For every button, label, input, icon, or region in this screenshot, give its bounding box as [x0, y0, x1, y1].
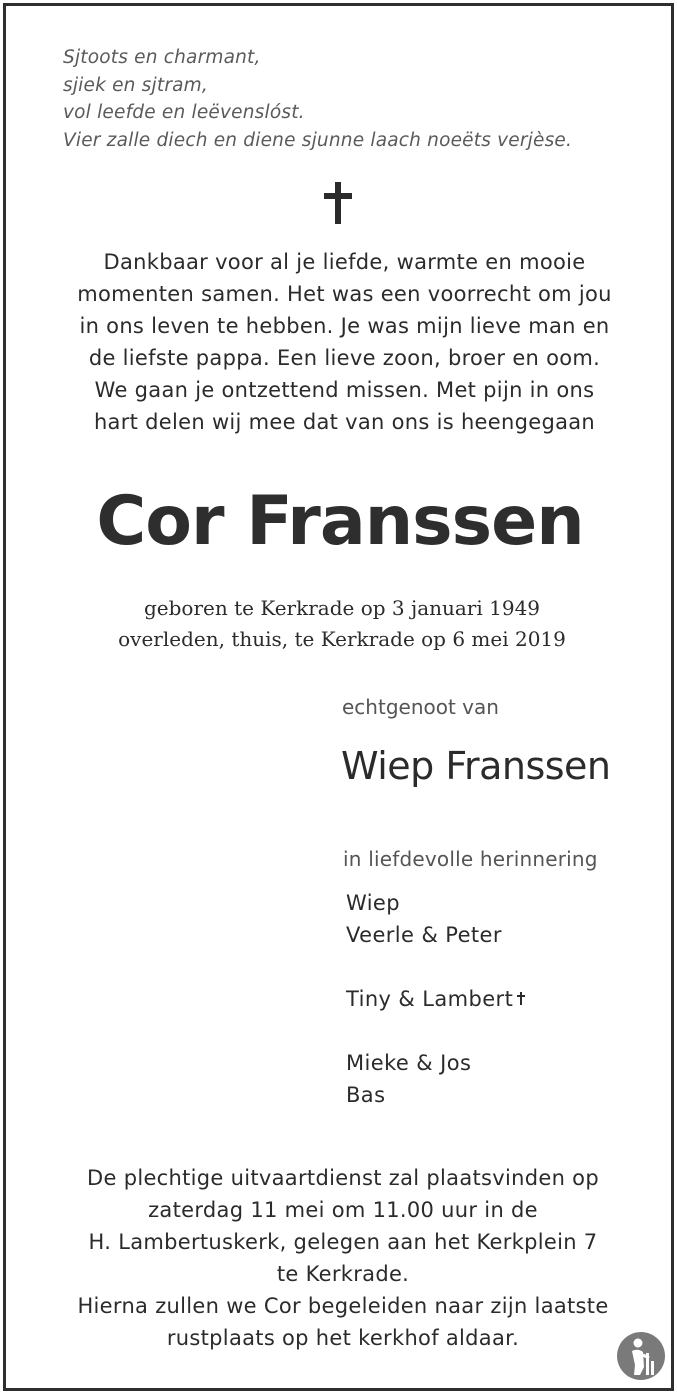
- service-line: te Kerkrade.: [276, 1262, 410, 1286]
- deceased-name: Cor Franssen: [96, 482, 584, 561]
- intro-line: in ons leven te hebben. Je was mijn lieve man en: [79, 314, 610, 338]
- intro-line: de liefste pappa. Een lieve zoon, broer en oom.: [88, 346, 601, 370]
- poem-line: Sjtoots en charmant,: [63, 47, 261, 68]
- poem-line: vol leefde en leëvenslóst.: [63, 102, 305, 123]
- poem: [63, 44, 643, 154]
- service-line: Hierna zullen we Cor begeleiden naar zijn laatste: [77, 1294, 609, 1318]
- life-dates: [6, 593, 677, 655]
- spouse-name: Wiep Franssen: [341, 744, 611, 788]
- family-member: Tiny & Lambert: [346, 987, 514, 1011]
- obituary-card: [3, 3, 674, 1391]
- service-details: [6, 1162, 677, 1354]
- birth-line: geboren te Kerkrade op 3 januari 1949: [143, 596, 541, 620]
- intro-line: hart delen wij mee dat van ons is heengegaan: [93, 410, 596, 434]
- latin-cross-icon: [324, 182, 352, 224]
- memorial-figure-logo: [616, 1331, 666, 1381]
- death-line: overleden, thuis, te Kerkrade op 6 mei 2019: [118, 627, 566, 651]
- service-line: H. Lambertuskerk, gelegen aan het Kerkplein 7: [88, 1230, 598, 1254]
- spouse-label: echtgenoot van: [342, 695, 499, 719]
- service-line: De plechtige uitvaartdienst zal plaatsvinden op: [87, 1166, 599, 1190]
- poem-line: sjiek en sjtram,: [63, 74, 208, 96]
- intro-text: [6, 246, 677, 438]
- service-line: rustplaats op het kerkhof aldaar.: [166, 1326, 520, 1350]
- family-list: [346, 887, 525, 1111]
- family-member: Veerle & Peter: [346, 923, 502, 947]
- memory-label: in liefdevolle herinnering: [343, 847, 598, 871]
- family-member-deceased-row: [346, 983, 525, 1015]
- family-member: Mieke & Jos: [346, 1051, 472, 1075]
- intro-line: We gaan je ontzettend missen. Met pijn in ons: [94, 378, 595, 402]
- intro-line: Dankbaar voor al je liefde, warmte en mooie: [103, 250, 586, 274]
- service-line: zaterdag 11 mei om 11.00 uur in de: [148, 1198, 538, 1222]
- poem-line: Vier zalle diech en diene sjunne laach noeëts verjèse.: [63, 129, 573, 151]
- small-cross-icon: [517, 992, 525, 1005]
- family-member: Wiep: [346, 891, 400, 915]
- intro-line: momenten samen. Het was een voorrecht om jou: [77, 282, 612, 306]
- family-member: Bas: [346, 1083, 386, 1107]
